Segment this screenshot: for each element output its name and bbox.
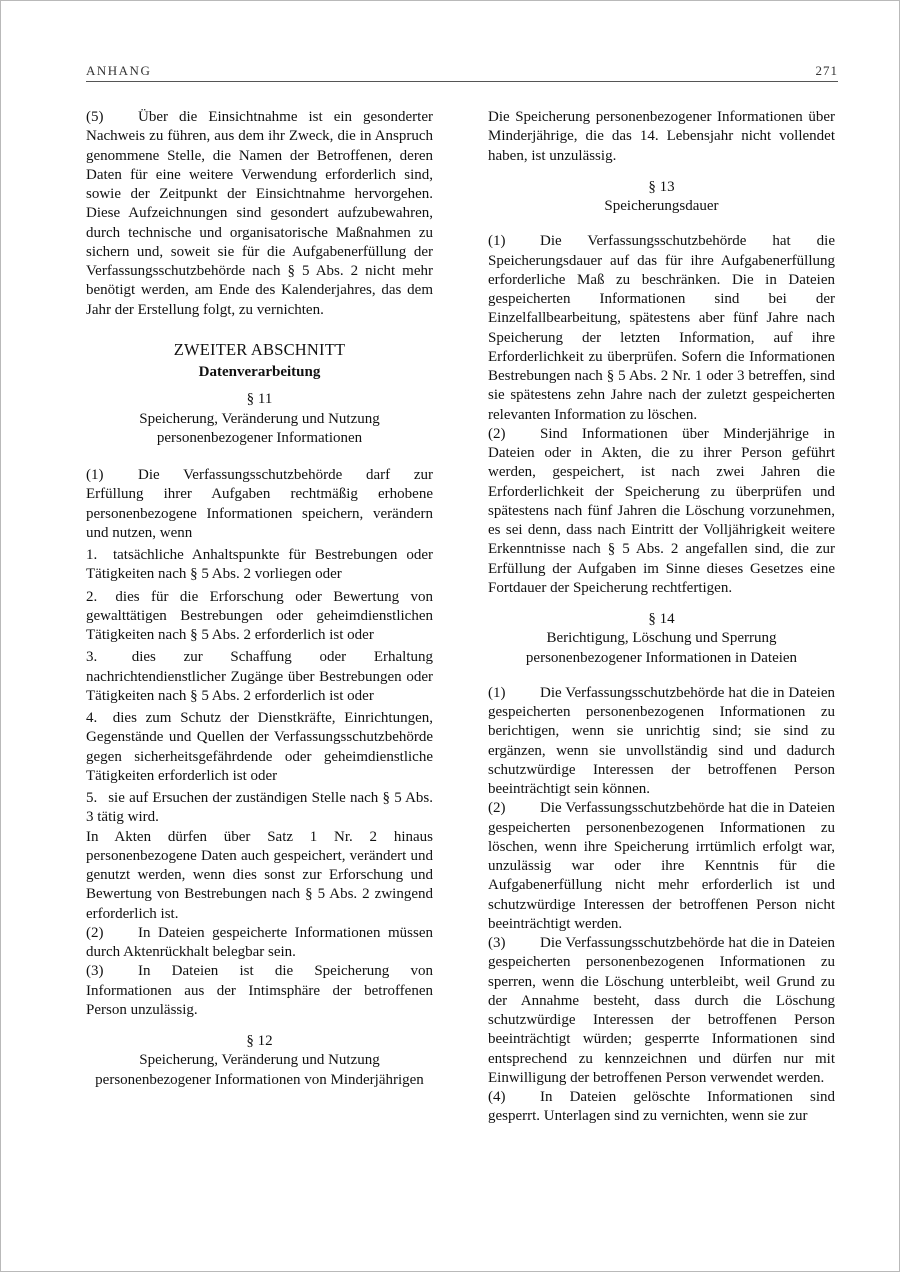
paragraph-number: (1): [86, 467, 104, 483]
paragraph-text: Die Verfassungsschutzbehörde darf zur Erfüllung ihrer Aufgaben rechtmäßig erhobene personenbezogene Informationen speichern, verändern und nutzen, wenn: [86, 467, 433, 541]
section-subheading: Datenverarbeitung: [198, 364, 321, 380]
article-number: § 13: [648, 178, 675, 195]
article-13-paragraph-2: [488, 425, 835, 598]
paragraph-number: (2): [488, 800, 506, 817]
article-title: Speicherungsdauer: [604, 198, 719, 214]
paragraph-text: In Dateien gespeicherte Informationen müssen durch Aktenrückhalt belegbar sein.: [86, 924, 433, 960]
paragraph-number: (1): [488, 684, 506, 701]
paragraph-5: [86, 108, 433, 320]
header-section-label: ANHANG: [86, 63, 152, 78]
article-11-paragraph-2: [86, 924, 433, 963]
left-column: [86, 108, 433, 1090]
article-14-paragraph-2: [488, 799, 835, 934]
paragraph-number: (2): [488, 425, 506, 442]
paragraph-text: Die Verfassungsschutzbehörde hat die in Dateien gespeicherten personenbezogenen Informationen zu berichtigen, wenn sie unrichtig sind; sie sind zu ergänzen, wenn sie unvollständig sind und dadurch schutzwürdige Interessen der betroffenen Person beeinträchtigt sein können.: [488, 684, 835, 797]
running-header: [86, 63, 838, 82]
enumeration-list: [86, 546, 433, 828]
paragraph-number: (5): [86, 109, 104, 125]
paragraph-text: In Dateien ist die Speicherung von Informationen aus der Intimsphäre der betroffenen Person unzulässig.: [86, 963, 433, 1018]
right-column: [488, 108, 835, 1127]
paragraph-number: (3): [488, 935, 506, 951]
paragraph-text: In Dateien gelöschte Informationen sind gesperrt. Unterlagen sind zu vernichten, wenn sie zur: [488, 1089, 835, 1125]
article-14-paragraph-4: [488, 1088, 835, 1127]
paragraph-number: (4): [488, 1089, 506, 1105]
list-item: 3. dies zur Schaffung oder Erhaltung nachrichtendienstlicher Zugänge über Bestrebungen oder Tätigkeiten nach § 5 Abs. 2 erforderlich ist oder: [86, 649, 433, 704]
article-title: Berichtigung, Löschung und Sperrung personenbezogener Informationen in Dateien: [525, 630, 798, 666]
paragraph-number: (3): [86, 963, 104, 980]
paragraph-text: Die Verfassungsschutzbehörde hat die in Dateien gespeicherten personenbezogenen Informationen zu löschen, wenn ihre Speicherung irrtümlich erfolgt war, unzulässig war oder ihre Kenntnis für die Aufgabenerfüllung nicht mehr erforderlich ist und schutzwürdige Interessen der betroffenen Person nicht beeinträchtigt werden.: [488, 800, 835, 932]
article-12-text: Die Speicherung personenbezogener Informationen über Minderjährige, die das 14. Lebensjahr nicht vollendet haben, ist unzulässig.: [488, 109, 835, 164]
article-12-heading: [86, 1032, 433, 1090]
article-title: Speicherung, Veränderung und Nutzung personenbezogener Informationen von Minderjährigen: [95, 1052, 424, 1088]
article-11-paragraph-1-tail: In Akten dürfen über Satz 1 Nr. 2 hinaus personenbezogene Daten auch gespeichert, verändert und genutzt werden, wenn dies sonst zur Erforschung und Bewertung von Bestrebungen nach § 5 Abs. 2 zwingend erforderlich ist.: [86, 828, 433, 922]
page-number: 271: [815, 63, 838, 78]
article-11-heading: [86, 390, 433, 448]
paragraph-text: Die Verfassungsschutzbehörde hat die in Dateien gespeicherten personenbezogenen Informationen zu sperren, wenn die Löschung unterbleibt, weil Grund zu der Annahme besteht, dass durch die Löschung schutzwürdige Interessen der betroffenen Person beeinträchtigt würden; gesperrte Informationen sind entsprechend zu kennzeichnen und dürfen nur mit Einwilligung der betroffenen Person verwendet werden.: [488, 935, 835, 1086]
article-14-paragraph-1: [488, 684, 835, 800]
section-heading: ZWEITER ABSCHNITT: [173, 339, 346, 359]
article-number: § 11: [246, 391, 273, 408]
article-13-paragraph-1: [488, 232, 835, 425]
list-item: 4. dies zum Schutz der Dienstkräfte, Einrichtungen, Gegenstände und Quellen der Verfassungsschutzbehörde gegen sicherheitsgefährdende oder geheimdienstliche Tätigkeiten erforderlich ist oder: [86, 710, 434, 784]
paragraph-text: Die Verfassungsschutzbehörde hat die Speicherungsdauer auf das für ihre Aufgabenerfüllung erforderliche Maß zu beschränken. Die in Dateien gespeicherten Informationen sind bei der Einzelfallbearbeitung, spätestens aber fünf Jahre nach Speicherung der letzten Information, auf ihre Erforderlichkeit zu überprüfen. Sofern die Informationen Bestrebungen nach § 5 Abs. 2 Nr. 1 oder 3 betreffen, sind sie spätestens zehn Jahre nach der zuletzt gespeicherten relevanten Information zu löschen.: [488, 233, 835, 423]
article-14-paragraph-3: [488, 934, 835, 1088]
paragraph-number: (1): [488, 233, 506, 250]
article-13-heading: [488, 178, 835, 217]
list-item: 2. dies für die Erforschung oder Bewertung von gewalttätigen Bestrebungen oder geheimdienstlichen Tätigkeiten nach § 5 Abs. 2 erforderlich ist oder: [86, 588, 434, 643]
article-11-paragraph-1: [86, 466, 433, 543]
article-14-heading: [488, 610, 835, 668]
paragraph-number: (2): [86, 924, 104, 941]
paragraph-text: Über die Einsichtnahme ist ein gesonderter Nachweis zu führen, aus dem ihr Zweck, die in Anspruch genommene Stelle, die Namen der Betroffenen, deren Daten für eine weitere Verwendung erforderlich sind, sowie der Zeitpunkt der Einsichtnahme hervorgehen. Diese Aufzeichnungen sind gesondert aufzubewahren, durch technische und organisatorische Maßnahmen zu sichern und, soweit sie für die Aufgabenerfüllung der Verfassungsschutzbehörde nach § 5 Abs. 2 nicht mehr benötigt werden, am Ende des Kalenderjahres, das dem Jahr der Erstellung folgt, zu vernichten.: [86, 109, 433, 318]
list-item: 1. tatsächliche Anhaltspunkte für Bestrebungen oder Tätigkeiten nach § 5 Abs. 2 vorliegen oder: [86, 547, 433, 583]
paragraph-text: Sind Informationen über Minderjährige in Dateien oder in Akten, die zu ihrer Person geführt werden, gespeichert, ist nach zwei Jahren die Erforderlichkeit der Speicherung zu überprüfen und spätestens nach fünf Jahren die Löschung vorzunehmen, es sei denn, dass nach Eintritt der Volljährigkeit weitere Erkenntnisse nach § 5 Abs. 2 angefallen sind, die zur Erfüllung der Aufgaben im Sinne dieses Gesetzes eine Fortdauer der Speicherung rechtfertigen.: [488, 425, 835, 596]
list-item: 5. sie auf Ersuchen der zuständigen Stelle nach § 5 Abs. 3 tätig wird.: [86, 790, 433, 826]
article-number: § 12: [246, 1033, 273, 1049]
article-title: Speicherung, Veränderung und Nutzung personenbezogener Informationen: [139, 410, 380, 446]
article-number: § 14: [648, 611, 675, 627]
article-11-paragraph-3: [86, 962, 433, 1020]
